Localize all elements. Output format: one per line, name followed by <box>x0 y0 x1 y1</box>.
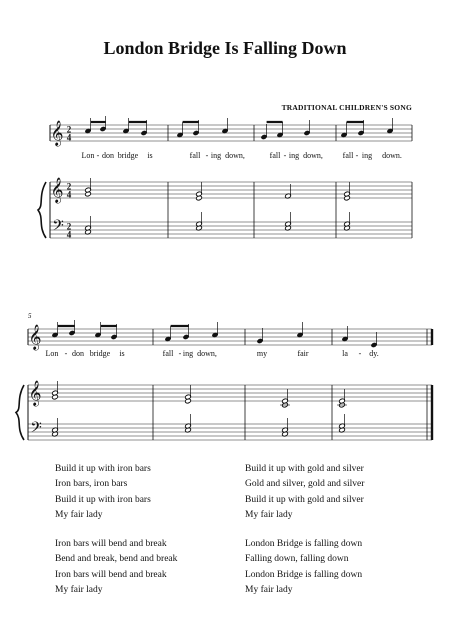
lyric-syllable: Lon <box>45 349 59 358</box>
verse-line: Build it up with gold and silver <box>245 464 364 474</box>
vocal-staff <box>28 329 432 345</box>
verse-line: Falling down, falling down <box>245 554 349 565</box>
lyric-syllable: is <box>147 151 153 160</box>
lyric-syllable: ing <box>182 349 194 358</box>
bass-clef-icon: 𝄢 <box>52 217 64 238</box>
piano-brace <box>16 385 24 440</box>
verse-3 <box>55 537 177 598</box>
lyric-syllable: - <box>355 151 359 160</box>
verse-line: Iron bars, iron bars <box>55 479 128 490</box>
verse-line: Build it up with iron bars <box>55 464 151 474</box>
verse-line: Gold and silver, gold and silver <box>245 479 365 490</box>
piano-treble-staff <box>50 182 412 198</box>
piano-brace <box>38 182 46 238</box>
lyric-syllable: Lon <box>81 151 95 160</box>
time-signature-bottom: 4 <box>66 189 72 200</box>
time-signature-bottom: 4 <box>66 132 72 143</box>
treble-clef-icon: 𝄞 <box>50 178 64 203</box>
piano-bass-staff <box>28 424 432 440</box>
lyric-syllable: ing <box>288 151 300 160</box>
lyric-syllable: dy. <box>369 349 379 358</box>
time-signature-top: 2 <box>66 181 72 192</box>
lyric-syllable: down, <box>225 151 245 160</box>
verse-5 <box>245 537 364 598</box>
lyric-syllable: - <box>358 349 362 358</box>
verse-2 <box>55 462 177 523</box>
treble-clef-icon: 𝄞 <box>50 121 64 146</box>
measure-number: 5 <box>28 312 32 320</box>
verses-column-right <box>245 462 364 612</box>
treble-clef-icon: 𝄞 <box>28 381 42 406</box>
lyric-syllable: fall <box>342 151 354 160</box>
verse-line: My fair lady <box>55 585 103 596</box>
system-1 <box>38 116 412 240</box>
time-signature-top: 2 <box>66 124 72 135</box>
lyric-syllable: down, <box>303 151 323 160</box>
lyric-syllable: ing <box>210 151 222 160</box>
verse-line: Iron bars will bend and break <box>55 539 167 550</box>
verse-4 <box>245 462 364 523</box>
verses-column-left <box>55 462 177 612</box>
lyric-syllable: fall <box>162 349 174 358</box>
verse-line: Build it up with gold and silver <box>245 494 364 505</box>
lyric-syllable: - <box>283 151 287 160</box>
song-title: London Bridge Is Falling Down <box>103 38 347 58</box>
treble-clef-icon: 𝄞 <box>28 325 42 350</box>
time-signature-top: 2 <box>66 221 72 232</box>
verse-line: My fair lady <box>55 509 103 520</box>
composer-credit: TRADITIONAL CHILDREN'S SONG <box>281 103 412 112</box>
lyric-syllable: fair <box>297 349 309 358</box>
time-signature-bottom: 4 <box>66 229 72 240</box>
lyric-syllable: - <box>178 349 182 358</box>
lyric-syllable: - <box>64 349 68 358</box>
piano-treble-staff <box>28 385 432 401</box>
system-2 <box>16 312 432 440</box>
lyric-syllable: fall <box>269 151 281 160</box>
lyric-syllable: down, <box>197 349 217 358</box>
lyric-syllable: fall <box>189 151 201 160</box>
lyric-syllable: - <box>96 151 100 160</box>
verse-line: London Bridge is falling down <box>245 569 363 580</box>
lyric-syllable: down. <box>382 151 402 160</box>
lyric-syllable: don <box>102 151 114 160</box>
lyric-syllable: is <box>119 349 125 358</box>
lyric-syllable: ing <box>361 151 373 160</box>
bass-clef-icon: 𝄢 <box>30 419 42 440</box>
verse-line: Iron bars will bend and break <box>55 569 167 580</box>
piano-bass-staff <box>50 222 412 238</box>
lyric-syllable: bridge <box>89 349 111 358</box>
verse-line: Bend and break, bend and break <box>55 554 178 565</box>
lyric-syllable: - <box>205 151 209 160</box>
verse-line: My fair lady <box>245 509 293 520</box>
verse-line: My fair lady <box>245 585 293 596</box>
lyric-syllable: don <box>72 349 84 358</box>
verse-line: London Bridge is falling down <box>245 539 363 550</box>
lyric-syllable: my <box>256 349 268 358</box>
lyric-syllable: bridge <box>117 151 139 160</box>
verse-line: Build it up with iron bars <box>55 494 151 505</box>
lyric-syllable: la <box>342 349 348 358</box>
